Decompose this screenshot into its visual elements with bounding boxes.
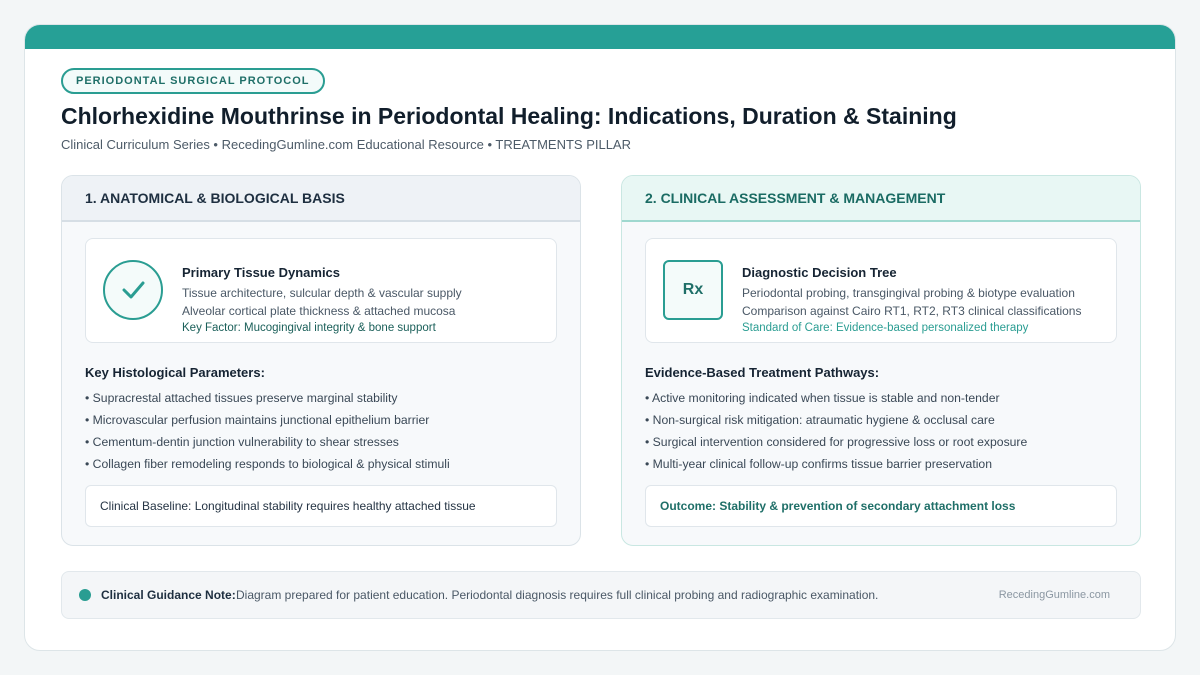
guidance-note [61, 571, 1141, 619]
card-line: Tissue architecture, sulcular depth & vascular supply [182, 286, 462, 300]
list-title: Evidence-Based Treatment Pathways: [645, 365, 880, 380]
biological-basis-panel [61, 175, 581, 546]
clinical-baseline: Clinical Baseline: Longitudinal stability requires healthy attached tissue [85, 485, 557, 527]
list-item: • Collagen fiber remodeling responds to biological & physical stimuli [85, 453, 450, 475]
checkmark-icon [103, 260, 163, 320]
card-title: Diagnostic Decision Tree [742, 265, 897, 280]
card-line: Alveolar cortical plate thickness & attached mucosa [182, 304, 456, 318]
protocol-badge: PERIODONTAL SURGICAL PROTOCOL [61, 68, 325, 94]
list-item: • Non-surgical risk mitigation: atraumatic hygiene & occlusal care [645, 409, 1027, 431]
outcome-box: Outcome: Stability & prevention of secondary attachment loss [645, 485, 1117, 527]
key-factor: Key Factor: Mucogingival integrity & bone support [182, 322, 436, 334]
panel-heading: 2. CLINICAL ASSESSMENT & MANAGEMENT [622, 176, 1140, 222]
tissue-dynamics-card [85, 238, 557, 343]
status-dot-icon [79, 589, 91, 601]
list-item: • Cementum-dentin junction vulnerability to shear stresses [85, 431, 450, 453]
panel-heading: 1. ANATOMICAL & BIOLOGICAL BASIS [62, 176, 580, 222]
card-title: Primary Tissue Dynamics [182, 265, 341, 280]
card-line: Periodontal probing, transgingival probing & biotype evaluation [742, 286, 1075, 300]
note-text: Diagram prepared for patient education. Periodontal diagnosis requires full clinical probing and radiographic examination. [236, 588, 879, 602]
list-item: • Active monitoring indicated when tissue is stable and non-tender [645, 387, 1027, 409]
page-subtitle: Clinical Curriculum Series • RecedingGumline.com Educational Resource • TREATMENTS PILLAR [61, 137, 631, 152]
card-line: Comparison against Cairo RT1, RT2, RT3 clinical classifications [742, 304, 1082, 318]
list-item: • Multi-year clinical follow-up confirms tissue barrier preservation [645, 453, 1027, 475]
clinical-management-panel [621, 175, 1141, 546]
treatment-pathways-list [645, 387, 1027, 475]
histological-list [85, 387, 450, 475]
note-label: Clinical Guidance Note: [101, 588, 236, 602]
list-title: Key Histological Parameters: [85, 365, 265, 380]
decision-tree-card [645, 238, 1117, 343]
accent-bar [25, 25, 1175, 49]
page-title: Chlorhexidine Mouthrinse in Periodontal Healing: Indications, Duration & Staining [61, 103, 957, 129]
list-item: • Microvascular perfusion maintains junctional epithelium barrier [85, 409, 450, 431]
main-card [24, 24, 1176, 651]
rx-icon: Rx [663, 260, 723, 320]
list-item: • Surgical intervention considered for progressive loss or root exposure [645, 431, 1027, 453]
standard-of-care: Standard of Care: Evidence-based personalized therapy [742, 322, 1029, 334]
list-item: • Supracrestal attached tissues preserve marginal stability [85, 387, 450, 409]
site-credit: RecedingGumline.com [998, 589, 1110, 601]
